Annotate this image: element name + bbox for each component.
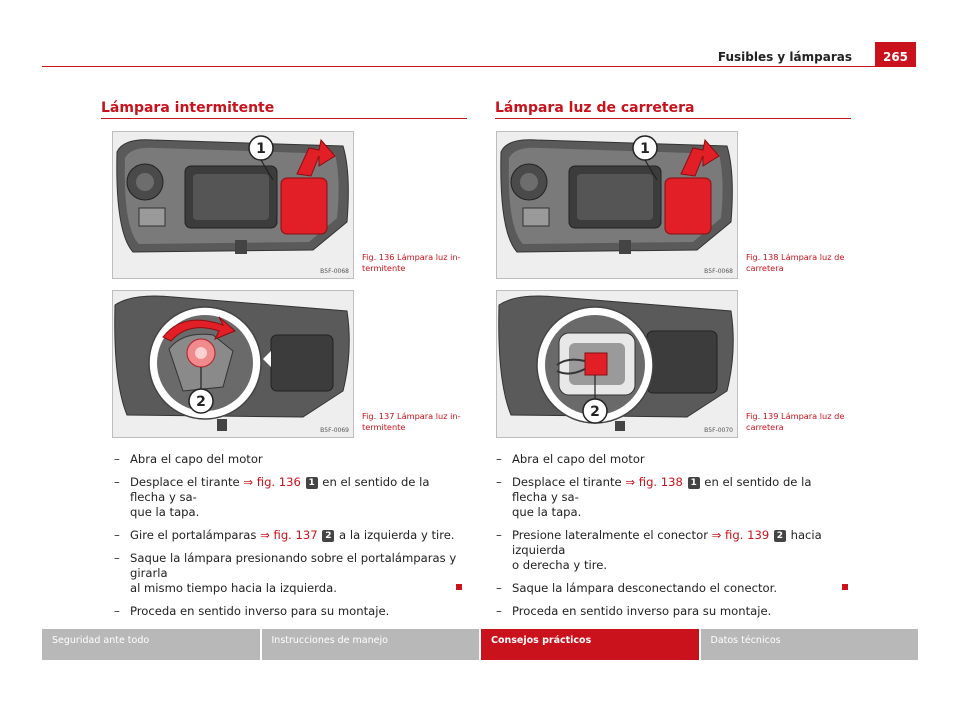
callout-number: 2 bbox=[196, 394, 206, 410]
step-text-continued: hacia izquierda o derecha y tire. bbox=[512, 528, 822, 572]
instruction-step bbox=[496, 452, 850, 467]
figure-code: B5F-0068 bbox=[704, 268, 733, 275]
page-header-title: Fusibles y lámparas bbox=[717, 50, 852, 64]
chapter-tabs bbox=[42, 629, 918, 660]
step-text: Gire el portalámparas bbox=[130, 528, 261, 542]
figure-reference-link[interactable]: ⇒ fig. 138 bbox=[625, 475, 683, 489]
callout-number: 2 bbox=[590, 404, 600, 420]
step-text: Desplace el tirante bbox=[512, 475, 626, 489]
step-dash: – bbox=[114, 452, 120, 466]
chapter-tab[interactable]: Consejos prácticos bbox=[481, 629, 699, 660]
instruction-step bbox=[496, 581, 850, 596]
step-text-continued: a la izquierda y tire. bbox=[335, 528, 455, 542]
instruction-step bbox=[496, 604, 850, 619]
step-dash: – bbox=[496, 581, 502, 595]
step-text: Proceda en sentido inverso para su montaje. bbox=[512, 604, 772, 618]
step-dash: – bbox=[114, 604, 120, 618]
headlight-illustration-137 bbox=[113, 291, 353, 437]
instruction-step bbox=[114, 452, 468, 467]
step-text: Presione lateralmente el conector bbox=[512, 528, 712, 542]
instruction-step bbox=[114, 475, 468, 520]
figure-caption-139: Fig. 139 Lámpara luz de carretera bbox=[746, 411, 845, 432]
figure-code: B5F-0069 bbox=[320, 427, 349, 434]
step-text-continued: en el sentido de la flecha y sa- que la tapa. bbox=[130, 475, 430, 519]
section-rule-right bbox=[495, 118, 851, 119]
figure-136 bbox=[112, 131, 354, 279]
step-text: Desplace el tirante bbox=[130, 475, 244, 489]
callout-badge: 1 bbox=[306, 477, 318, 489]
end-mark-left bbox=[456, 584, 462, 590]
step-dash: – bbox=[496, 475, 502, 489]
figure-caption-137: Fig. 137 Lámpara luz in- termitente bbox=[362, 411, 461, 432]
figure-code: B5F-0068 bbox=[320, 268, 349, 275]
instruction-step bbox=[114, 551, 468, 596]
callout-number: 1 bbox=[256, 141, 266, 157]
step-dash: – bbox=[496, 528, 502, 542]
headlight-illustration-139 bbox=[497, 291, 737, 437]
end-mark-right bbox=[842, 584, 848, 590]
step-text: Saque la lámpara desconectando el conector. bbox=[512, 581, 778, 595]
step-dash: – bbox=[114, 475, 120, 489]
figure-139 bbox=[496, 290, 738, 438]
section-title-turn-signal: Lámpara intermitente bbox=[101, 100, 275, 116]
figure-caption-136: Fig. 136 Lámpara luz in- termitente bbox=[362, 252, 461, 273]
instructions-list-left bbox=[114, 452, 468, 627]
step-text: Saque la lámpara presionando sobre el portalámparas y girarla al mismo tiempo hacia la izquierda. bbox=[130, 551, 457, 595]
figure-caption-138: Fig. 138 Lámpara luz de carretera bbox=[746, 252, 845, 273]
step-text: Abra el capo del motor bbox=[130, 452, 263, 466]
step-dash: – bbox=[114, 551, 120, 565]
callout-badge: 2 bbox=[774, 530, 786, 542]
figure-reference-link[interactable]: ⇒ fig. 139 bbox=[711, 528, 770, 542]
instruction-step bbox=[496, 528, 850, 573]
page-number: 265 bbox=[875, 42, 916, 67]
step-dash: – bbox=[496, 452, 502, 466]
chapter-tab[interactable]: Seguridad ante todo bbox=[42, 629, 260, 660]
figure-code: B5F-0070 bbox=[704, 427, 733, 434]
section-rule-left bbox=[101, 118, 467, 119]
step-dash: – bbox=[496, 604, 502, 618]
figure-reference-link[interactable]: ⇒ fig. 137 bbox=[260, 528, 318, 542]
instruction-step bbox=[114, 604, 468, 619]
figure-137 bbox=[112, 290, 354, 438]
header-rule bbox=[42, 66, 916, 67]
headlight-illustration-136 bbox=[113, 132, 353, 278]
step-text: Proceda en sentido inverso para su montaje. bbox=[130, 604, 390, 618]
instruction-step bbox=[114, 528, 468, 543]
callout-badge: 2 bbox=[322, 530, 334, 542]
chapter-tab[interactable]: Datos técnicos bbox=[701, 629, 919, 660]
instructions-list-right bbox=[496, 452, 850, 627]
step-text-continued: en el sentido de la flecha y sa- que la tapa. bbox=[512, 475, 812, 519]
section-title-high-beam: Lámpara luz de carretera bbox=[495, 100, 695, 116]
step-text: Abra el capo del motor bbox=[512, 452, 645, 466]
chapter-tab[interactable]: Instrucciones de manejo bbox=[262, 629, 480, 660]
callout-badge: 1 bbox=[688, 477, 700, 489]
instruction-step bbox=[496, 475, 850, 520]
callout-number: 1 bbox=[640, 141, 650, 157]
figure-138 bbox=[496, 131, 738, 279]
headlight-illustration-138 bbox=[497, 132, 737, 278]
figure-reference-link[interactable]: ⇒ fig. 136 bbox=[243, 475, 301, 489]
step-dash: – bbox=[114, 528, 120, 542]
